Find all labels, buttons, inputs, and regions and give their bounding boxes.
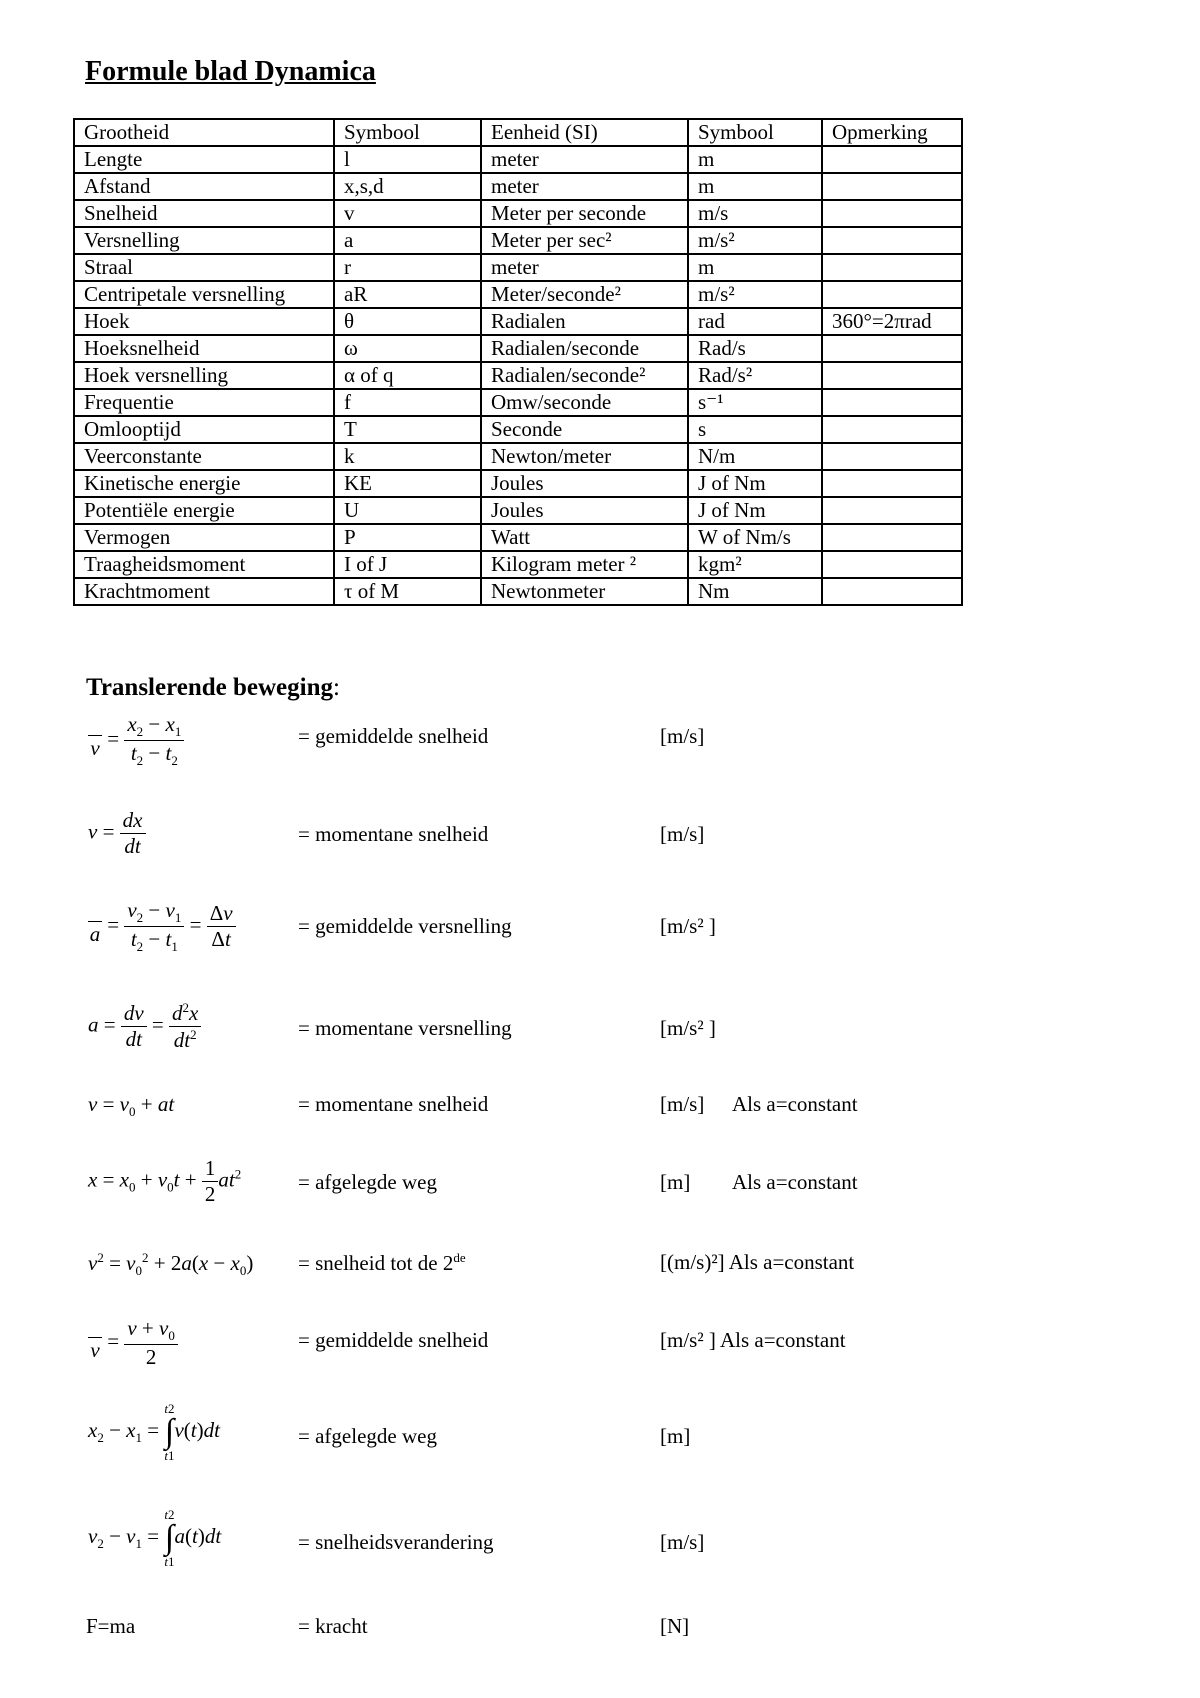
formula-instant-acceleration: a = $\frac{dv}{dt}$ = $\frac{d^2x}{dt^2}$ xyxy=(88,1000,201,1053)
table-cell: P xyxy=(334,524,481,551)
formula-unit: [m] xyxy=(660,1424,691,1448)
formula-unit: [m/s² ] Als a=constant xyxy=(660,1328,846,1352)
formula-unit: [m/s] xyxy=(660,822,705,846)
table-header-row xyxy=(74,119,962,146)
section-title: Translerende beweging: xyxy=(86,674,340,701)
formula-displacement-integral: $x_2 - x_1 = t2$ ∫ t1v(t)dt xyxy=(88,1401,220,1463)
table-cell xyxy=(822,200,962,227)
table-header-cell: Opmerking xyxy=(822,119,962,146)
table-cell xyxy=(822,254,962,281)
table-cell: Hoek xyxy=(74,308,334,335)
formula-description: = gemiddelde snelheid xyxy=(298,1328,489,1352)
formula-description: = kracht xyxy=(298,1614,368,1638)
table-cell: Snelheid xyxy=(74,200,334,227)
table-cell: J of Nm xyxy=(688,470,822,497)
table-cell: N/m xyxy=(688,443,822,470)
table-cell: m xyxy=(688,146,822,173)
table-cell: Vermogen xyxy=(74,524,334,551)
table-cell: Traagheidsmoment xyxy=(74,551,334,578)
table-cell: τ of M xyxy=(334,578,481,605)
table-cell: s⁻¹ xyxy=(688,389,822,416)
table-cell: s xyxy=(688,416,822,443)
formula-unit: [m/s] xyxy=(660,1530,705,1554)
table-row xyxy=(74,227,962,254)
table-cell: meter xyxy=(481,254,688,281)
table-cell: meter xyxy=(481,173,688,200)
table-cell: m/s xyxy=(688,200,822,227)
table-row xyxy=(74,146,962,173)
formula-unit: [m/s² ] xyxy=(660,914,716,938)
formula-unit: [N] xyxy=(660,1614,690,1638)
formula-unit: [m] xyxy=(660,1170,691,1194)
table-cell xyxy=(822,227,962,254)
formula-displacement: $x = x_0 + v_0t$ + $\frac{1}{2}$ $at^2$ xyxy=(88,1156,242,1206)
table-row xyxy=(74,443,962,470)
table-cell: Radialen/seconde² xyxy=(481,362,688,389)
table-cell: Newton/meter xyxy=(481,443,688,470)
table-cell: α of q xyxy=(334,362,481,389)
formula-velocity-change-integral: $v_2 - v_1 = t2$ ∫ t1a(t)dt xyxy=(88,1507,222,1569)
table-row xyxy=(74,308,962,335)
table-cell: Krachtmoment xyxy=(74,578,334,605)
table-cell xyxy=(822,416,962,443)
table-cell xyxy=(822,497,962,524)
table-cell: Lengte xyxy=(74,146,334,173)
formula-description: = afgelegde weg xyxy=(298,1170,437,1194)
table-cell: Meter per seconde xyxy=(481,200,688,227)
table-cell: 360°=2πrad xyxy=(822,308,962,335)
table-cell: k xyxy=(334,443,481,470)
table-row xyxy=(74,173,962,200)
table-cell: Hoeksnelheid xyxy=(74,335,334,362)
table-cell: Kilogram meter ² xyxy=(481,551,688,578)
formula-description: = snelheid tot de 2de xyxy=(298,1250,466,1275)
table-cell: Rad/s² xyxy=(688,362,822,389)
table-cell: rad xyxy=(688,308,822,335)
table-row xyxy=(74,254,962,281)
table-cell: Versnelling xyxy=(74,227,334,254)
table-cell: Omlooptijd xyxy=(74,416,334,443)
table-cell: Hoek versnelling xyxy=(74,362,334,389)
table-header-cell: Eenheid (SI) xyxy=(481,119,688,146)
table-cell: Seconde xyxy=(481,416,688,443)
formula-unit: [m/s² ] xyxy=(660,1016,716,1040)
table-cell xyxy=(822,551,962,578)
table-cell xyxy=(822,362,962,389)
table-cell: U xyxy=(334,497,481,524)
table-cell: Straal xyxy=(74,254,334,281)
table-cell: Radialen/seconde xyxy=(481,335,688,362)
formula-unit: [m/s] xyxy=(660,724,705,748)
table-cell xyxy=(822,173,962,200)
table-cell: I of J xyxy=(334,551,481,578)
table-cell: m xyxy=(688,254,822,281)
table-cell: KE xyxy=(334,470,481,497)
table-cell: Potentiële energie xyxy=(74,497,334,524)
table-cell: v xyxy=(334,200,481,227)
table-cell: l xyxy=(334,146,481,173)
formula-description: = afgelegde weg xyxy=(298,1424,437,1448)
table-cell: J of Nm xyxy=(688,497,822,524)
formula-description: = gemiddelde snelheid xyxy=(298,724,489,748)
table-header-cell: Symbool xyxy=(334,119,481,146)
table-cell: m xyxy=(688,173,822,200)
table-cell: ω xyxy=(334,335,481,362)
formula-description: = snelheidsverandering xyxy=(298,1530,494,1554)
table-cell: Radialen xyxy=(481,308,688,335)
table-cell: m/s² xyxy=(688,227,822,254)
table-cell: kgm² xyxy=(688,551,822,578)
table-cell xyxy=(822,524,962,551)
table-cell: Meter per sec² xyxy=(481,227,688,254)
formula-description: = momentane snelheid xyxy=(298,822,489,846)
formula-instant-velocity: v = $\frac{dx}{dt}$ xyxy=(88,808,146,859)
formula-unit: [(m/s)²] Als a=constant xyxy=(660,1250,855,1274)
table-cell xyxy=(822,470,962,497)
formula-force: F=ma xyxy=(86,1614,136,1638)
formula-description: = gemiddelde versnelling xyxy=(298,914,512,938)
table-cell: Afstand xyxy=(74,173,334,200)
formula-note: Als a=constant xyxy=(732,1092,858,1116)
table-row xyxy=(74,524,962,551)
table-cell: meter xyxy=(481,146,688,173)
table-cell: Veerconstante xyxy=(74,443,334,470)
formula-average-velocity-constant-a: v = $\frac{v + v_0}{2}$ xyxy=(88,1316,178,1370)
table-cell: r xyxy=(334,254,481,281)
table-cell: Nm xyxy=(688,578,822,605)
table-cell: Frequentie xyxy=(74,389,334,416)
formula-velocity-constant-a: $v = v_0$ + at xyxy=(88,1092,175,1120)
table-cell: T xyxy=(334,416,481,443)
formula-velocity-squared: $v^2 = v_0^2 + 2a(x - x_0)$ xyxy=(88,1250,254,1279)
table-cell: θ xyxy=(334,308,481,335)
table-row xyxy=(74,470,962,497)
table-cell xyxy=(822,443,962,470)
table-header-cell: Symbool xyxy=(688,119,822,146)
table-row xyxy=(74,551,962,578)
table-cell: Rad/s xyxy=(688,335,822,362)
table-cell: Meter/seconde² xyxy=(481,281,688,308)
table-cell: m/s² xyxy=(688,281,822,308)
table-cell: Joules xyxy=(481,497,688,524)
table-cell: Newtonmeter xyxy=(481,578,688,605)
table-row xyxy=(74,335,962,362)
table-cell xyxy=(822,389,962,416)
table-row xyxy=(74,200,962,227)
page-title: Formule blad Dynamica xyxy=(85,56,376,87)
table-cell: a xyxy=(334,227,481,254)
table-cell xyxy=(822,578,962,605)
formula-average-velocity: v = $\frac{x_2 - x_1}{t_2 - t_2}$ xyxy=(88,712,184,769)
table-header-cell: Grootheid xyxy=(74,119,334,146)
formula-unit: [m/s] xyxy=(660,1092,705,1116)
table-cell: Watt xyxy=(481,524,688,551)
formula-description: = momentane snelheid xyxy=(298,1092,489,1116)
table-row xyxy=(74,281,962,308)
table-row xyxy=(74,389,962,416)
formula-average-acceleration: a = $\frac{v_2 - v_1}{t_2 - t_1}$ = $\frac{\Delta v}{\Delta t}$ xyxy=(88,898,236,955)
table-cell xyxy=(822,146,962,173)
table-row xyxy=(74,416,962,443)
table-cell: W of Nm/s xyxy=(688,524,822,551)
table-cell: f xyxy=(334,389,481,416)
table-cell: x,s,d xyxy=(334,173,481,200)
table-cell: Joules xyxy=(481,470,688,497)
table-cell xyxy=(822,335,962,362)
formula-note: Als a=constant xyxy=(732,1170,858,1194)
table-row xyxy=(74,362,962,389)
table-row xyxy=(74,578,962,605)
formula-description: = momentane versnelling xyxy=(298,1016,512,1040)
table-cell xyxy=(822,281,962,308)
table-row xyxy=(74,497,962,524)
table-cell: Centripetale versnelling xyxy=(74,281,334,308)
table-cell: aR xyxy=(334,281,481,308)
table-cell: Omw/seconde xyxy=(481,389,688,416)
table-cell: Kinetische energie xyxy=(74,470,334,497)
quantities-table xyxy=(73,118,963,606)
